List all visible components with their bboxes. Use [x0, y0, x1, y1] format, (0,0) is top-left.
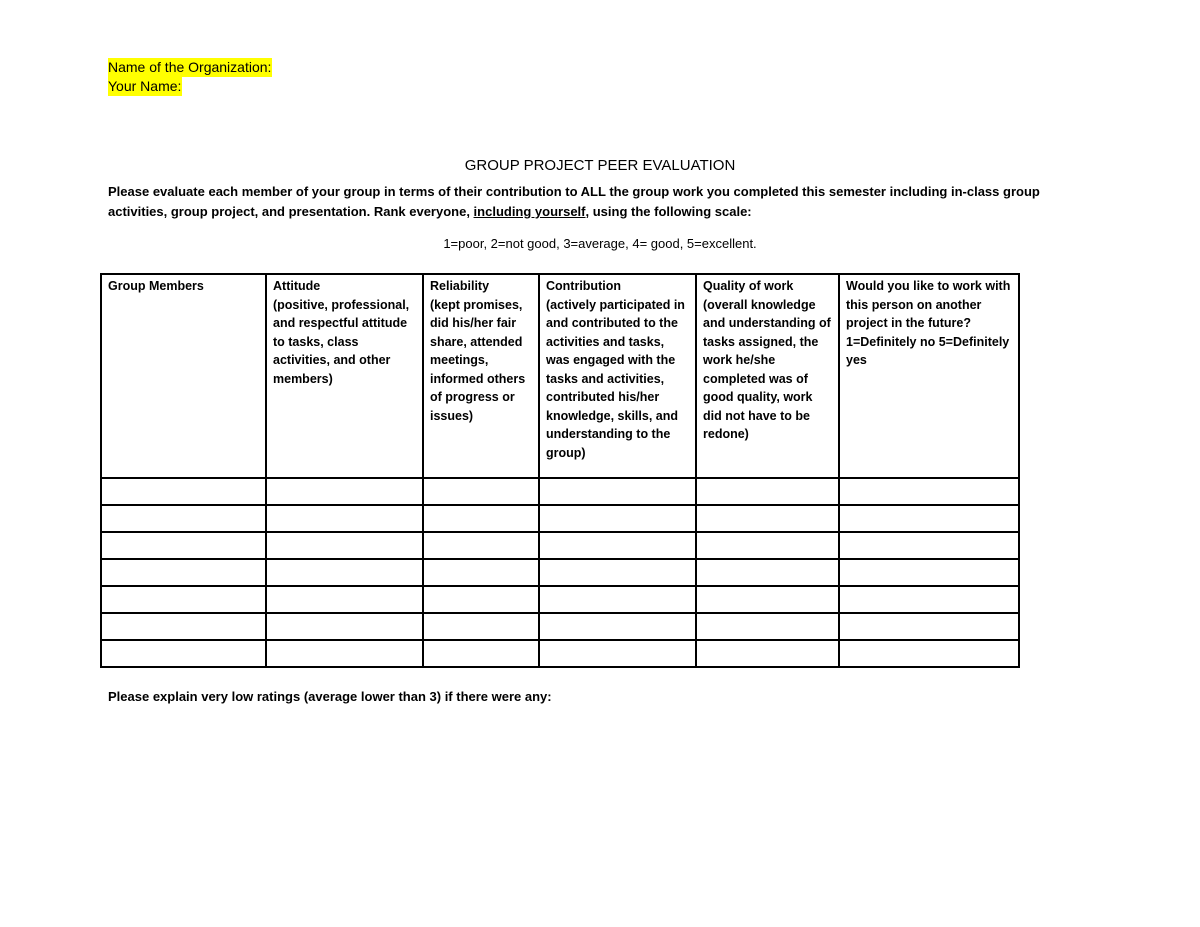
rating-scale: 1=poor, 2=not good, 3=average, 4= good, 5=excellent.: [443, 236, 757, 251]
rating-cell[interactable]: [839, 586, 1019, 613]
rating-cell[interactable]: [539, 505, 696, 532]
rating-cell[interactable]: [423, 586, 539, 613]
table-row: [101, 478, 1019, 505]
rating-cell[interactable]: [423, 532, 539, 559]
column-header-work-again: [839, 274, 1019, 478]
column-name: Reliability: [430, 279, 490, 293]
rating-cell[interactable]: [539, 640, 696, 667]
column-name: Would you like to work with this person on another project in the future?: [846, 279, 1011, 330]
table-row: [101, 613, 1019, 640]
rating-cell[interactable]: [266, 586, 423, 613]
rating-cell[interactable]: [266, 478, 423, 505]
organization-label: Name of the Organization:: [108, 59, 272, 75]
rating-cell[interactable]: [696, 532, 839, 559]
column-name: Attitude: [273, 279, 321, 293]
table-row: [101, 559, 1019, 586]
rating-cell[interactable]: [539, 478, 696, 505]
column-name: Contribution: [546, 279, 621, 293]
header-block: [108, 58, 272, 96]
rating-cell[interactable]: [101, 505, 266, 532]
rating-cell[interactable]: [539, 532, 696, 559]
intro-text-before: Please evaluate each member of your group in terms of their contribution to ALL the group work you completed this semester including in-class group activities, group project, and presentation. Rank everyone,: [108, 184, 1040, 219]
rating-cell[interactable]: [839, 613, 1019, 640]
rating-cell[interactable]: [696, 640, 839, 667]
column-name: Quality of work: [703, 279, 794, 293]
rating-cell[interactable]: [839, 640, 1019, 667]
intro-underlined: including yourself: [473, 204, 586, 219]
rating-cell[interactable]: [266, 532, 423, 559]
low-ratings-question: Please explain very low ratings (average lower than 3) if there were any:: [108, 689, 552, 704]
intro-text-after: , using the following scale:: [585, 204, 752, 219]
rating-cell[interactable]: [423, 613, 539, 640]
rating-cell[interactable]: [539, 613, 696, 640]
rating-cell[interactable]: [539, 586, 696, 613]
rating-cell[interactable]: [423, 478, 539, 505]
rating-cell[interactable]: [696, 586, 839, 613]
rating-cell[interactable]: [101, 640, 266, 667]
rating-cell[interactable]: [839, 478, 1019, 505]
column-header-quality-of-work: [696, 274, 839, 478]
rating-cell[interactable]: [696, 478, 839, 505]
rating-cell[interactable]: [696, 505, 839, 532]
rating-cell[interactable]: [266, 613, 423, 640]
column-description: (positive, professional, and respectful attitude to tasks, class activities, and other members): [273, 297, 410, 386]
rating-cell[interactable]: [101, 478, 266, 505]
rating-cell[interactable]: [266, 640, 423, 667]
rating-cell[interactable]: [266, 505, 423, 532]
table-row: [101, 505, 1019, 532]
table-header-row: [101, 274, 1019, 478]
rating-cell[interactable]: [266, 559, 423, 586]
rating-cell[interactable]: [839, 559, 1019, 586]
rating-cell[interactable]: [101, 532, 266, 559]
column-header-attitude: [266, 274, 423, 478]
rating-cell[interactable]: [423, 505, 539, 532]
rating-cell[interactable]: [839, 532, 1019, 559]
rating-cell[interactable]: [101, 613, 266, 640]
intro-paragraph: [108, 182, 1068, 222]
rating-cell[interactable]: [839, 505, 1019, 532]
rating-cell[interactable]: [696, 613, 839, 640]
rating-cell[interactable]: [101, 586, 266, 613]
table-row: [101, 586, 1019, 613]
column-description: (overall knowledge and understanding of tasks assigned, the work he/she completed was of good quality, work did not have to be redone): [703, 297, 831, 441]
rating-cell[interactable]: [696, 559, 839, 586]
page-title: GROUP PROJECT PEER EVALUATION: [464, 157, 736, 174]
rating-cell[interactable]: [423, 640, 539, 667]
column-header-group-members: [101, 274, 266, 478]
column-description: (actively participated in and contributed to the activities and tasks, was engaged with the tasks and activities, contributed his/her knowledge, skills, and understanding to the group): [546, 297, 685, 460]
column-header-reliability: [423, 274, 539, 478]
column-description: 1=Definitely no 5=Definitely yes: [846, 334, 1010, 367]
column-header-contribution: [539, 274, 696, 478]
column-description: (kept promises, did his/her fair share, attended meetings, informed others of progress or issues): [430, 297, 526, 423]
rating-cell[interactable]: [101, 559, 266, 586]
column-name: Group Members: [108, 279, 204, 293]
table-row: [101, 640, 1019, 667]
table-row: [101, 532, 1019, 559]
rating-cell[interactable]: [539, 559, 696, 586]
rating-cell[interactable]: [423, 559, 539, 586]
evaluation-table: [100, 273, 1020, 668]
your-name-label: Your Name:: [108, 78, 182, 94]
table-body: [101, 478, 1019, 667]
